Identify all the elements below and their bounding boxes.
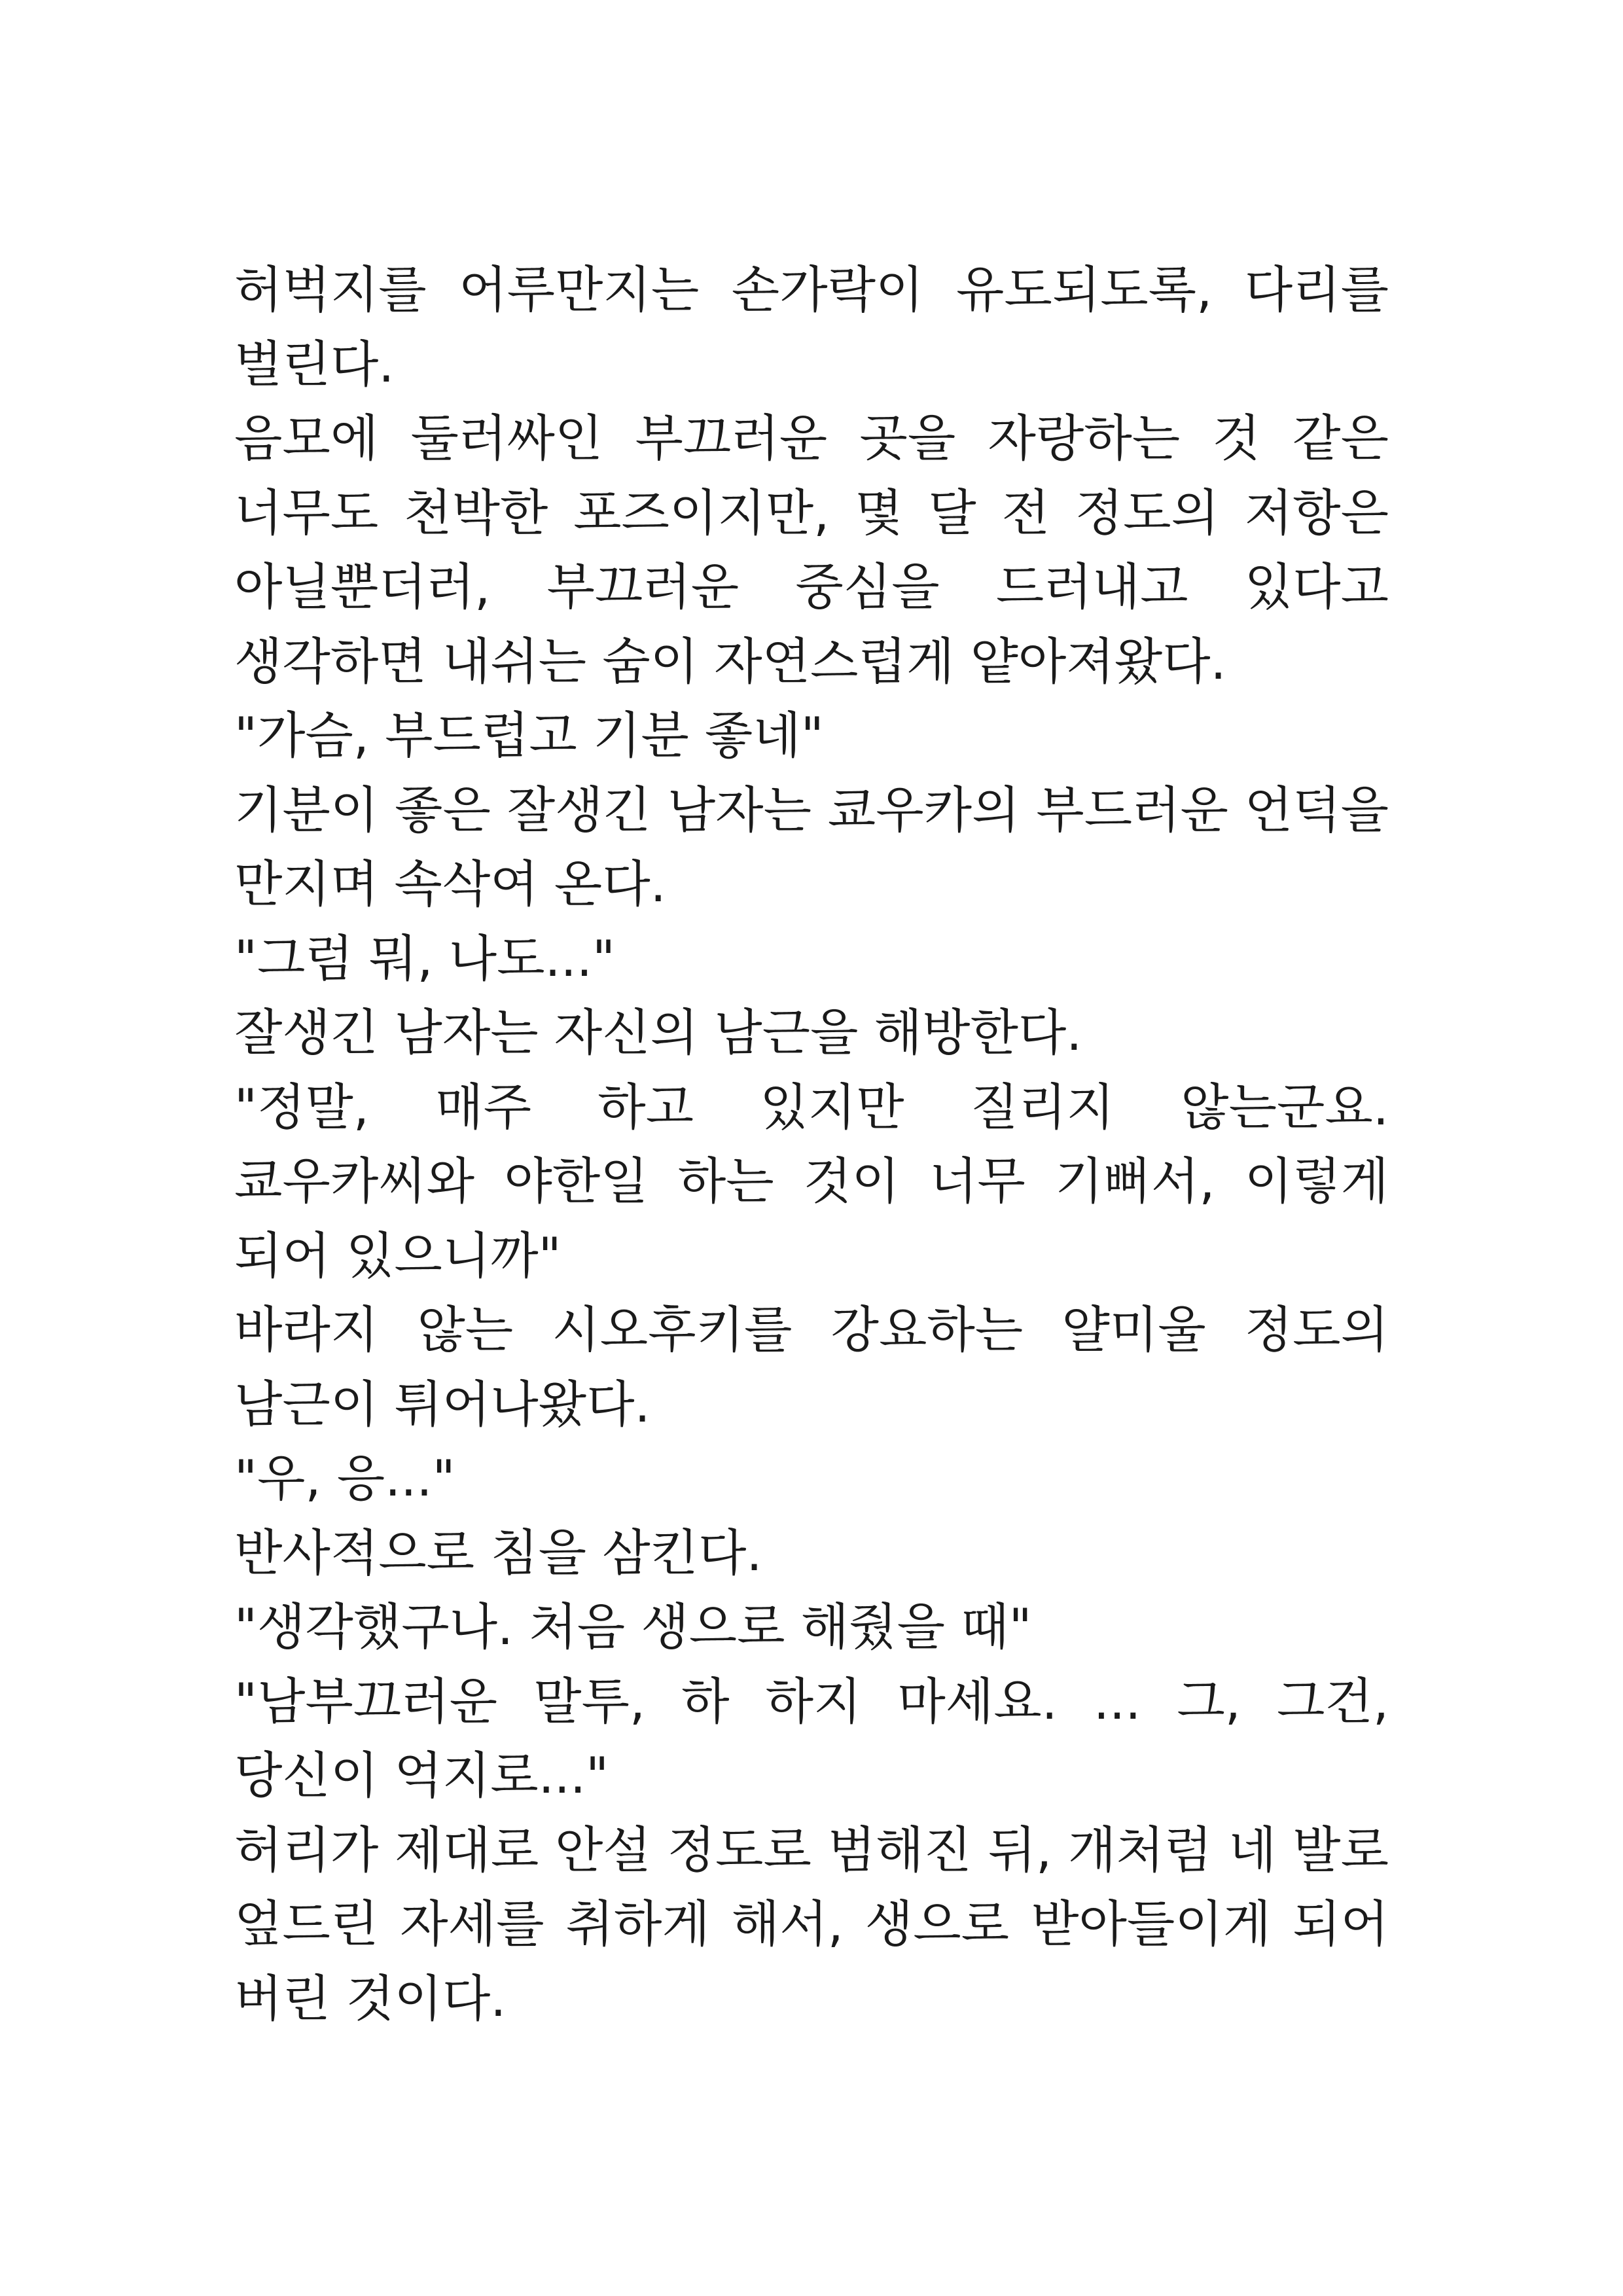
- paragraph: 음모에 둘러싸인 부끄러운 곳을 자랑하는 것 같은 너무도 천박한 포즈이지만, 몇 달 전 정도의 저항은 아닐뿐더러, 부끄러운 중심을 드러내고 있다고 생각하면 내쉬는 숨이 자연스럽게 얕아져왔다.: [234, 409, 1389, 691]
- dialogue-line: "그럼 뭐, 나도...": [234, 929, 615, 988]
- dialogue-line: "가슴, 부드럽고 기분 좋네": [234, 706, 824, 764]
- body-text: [234, 253, 1389, 2036]
- paragraph: 반사적으로 침을 삼킨다.: [234, 1523, 762, 1582]
- dialogue-line: "남부끄러운 말투, 하 하지 마세요. ... 그, 그건, 당신이 억지로...": [234, 1672, 1389, 1804]
- dialogue-line: "정말, 매주 하고 있지만 질리지 않는군요. 쿄우카씨와 야한일 하는 것이 너무 기뻐서, 이렇게 되어 있으니까": [234, 1077, 1389, 1285]
- paragraph: 허리가 제대로 안설 정도로 범해진 뒤, 개처럼 네 발로 엎드린 자세를 취하게 해서, 생으로 받아들이게 되어 버린 것이다.: [234, 1820, 1389, 2028]
- paragraph: 기분이 좋은 잘생긴 남자는 쿄우카의 부드러운 언덕을 만지며 속삭여 온다.: [234, 780, 1389, 913]
- paragraph: 허벅지를 어루만지는 손가락이 유도되도록, 다리를 벌린다.: [234, 260, 1389, 393]
- paragraph: 잘생긴 남자는 자신의 남근을 해방한다.: [234, 1003, 1082, 1062]
- paragraph: 바라지 않는 시오후키를 강요하는 얄미울 정도의 남근이 튀어나왔다.: [234, 1300, 1389, 1433]
- dialogue-line: "우, 응...": [234, 1449, 455, 1507]
- dialogue-line: "생각했구나. 처음 생으로 해줬을 때": [234, 1598, 1032, 1656]
